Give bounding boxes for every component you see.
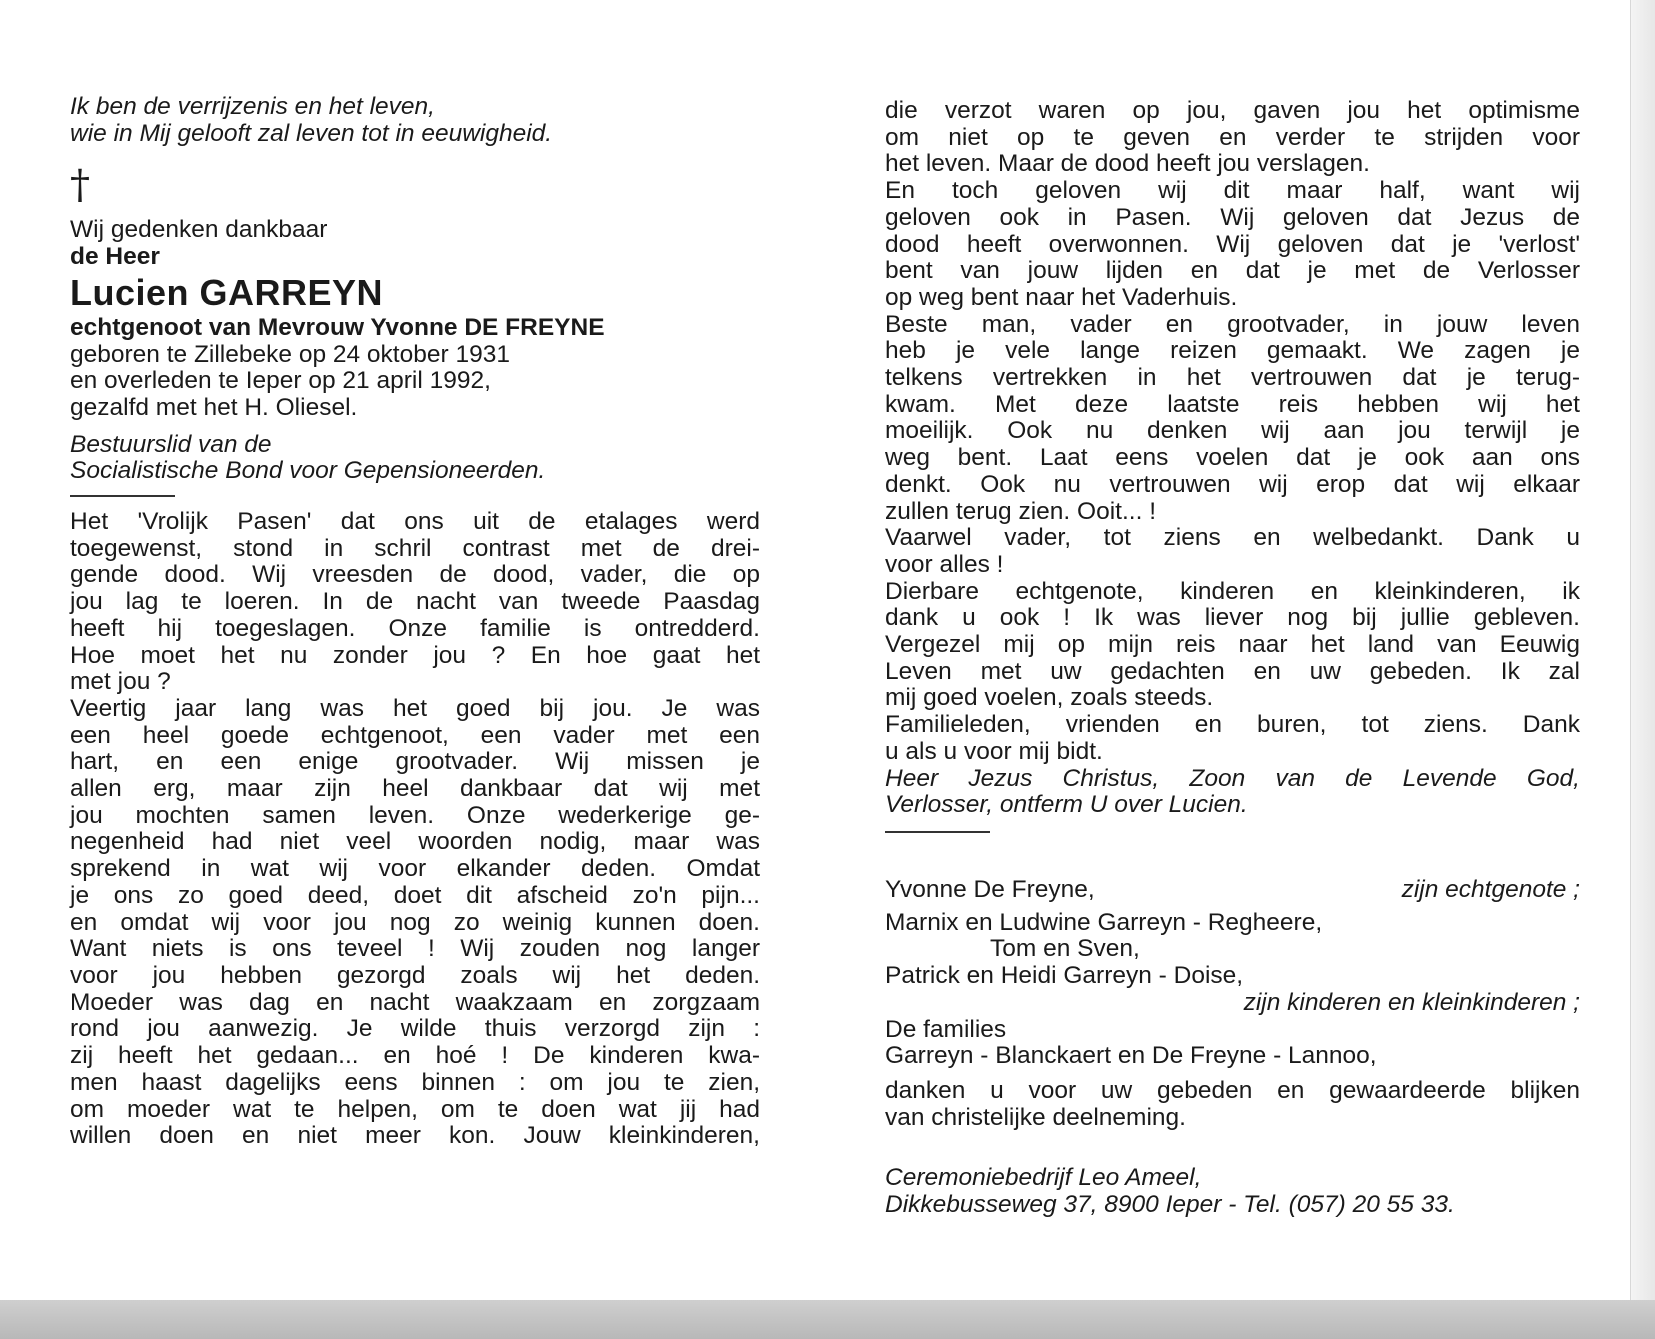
text-line: met jou ? (70, 668, 171, 696)
family-list (885, 877, 1580, 1131)
text-line: negenheid had niet veel woorden nodig, maar was (70, 828, 760, 856)
divider (885, 831, 990, 833)
undertaker (885, 1165, 1580, 1218)
text-line: bent van jouw lijden en dat je met de Verlosser (885, 257, 1580, 285)
verse-line: wie in Mij gelooft zal leven tot in eeuwigheid. (70, 119, 553, 147)
text-line: Veertig jaar lang was het goed bij jou. Je was (70, 694, 760, 722)
scan-right-edge (1630, 0, 1655, 1300)
text-line: Hoe moet het nu zonder jou ? En hoe gaat het (70, 641, 760, 669)
text-line: telkens vertrekken in het vertrouwen dat je terug- (885, 364, 1580, 392)
life-line: geboren te Zillebeke op 24 oktober 1931 (70, 340, 510, 368)
text-line: op weg bent naar het Vaderhuis. (885, 283, 1238, 311)
text-line: Het 'Vrolijk Pasen' dat ons uit de etalages werd (70, 508, 760, 536)
deceased-name: Lucien GARREYN (70, 271, 384, 313)
text-line: Beste man, vader en grootvader, in jouw leven (885, 310, 1580, 338)
text-line: weg bent. Laat eens voelen dat je ook aan ons (885, 444, 1580, 472)
left-column (70, 94, 760, 1150)
verse-line: Ik ben de verrijzenis en het leven, (70, 93, 435, 120)
text-line: jou lag te loeren. In de nacht van tweede Paasdag (70, 588, 760, 616)
text-line: hart, en een enige grootvader. Wij missen je (70, 748, 760, 776)
right-body-text (885, 98, 1580, 766)
prayer-line: Heer Jezus Christus, Zoon van de Levende God, (885, 764, 1580, 792)
divider (70, 495, 175, 497)
function-line: Socialistische Bond voor Gepensioneerden. (70, 457, 546, 485)
text-line: heb je vele lange reizen gemaakt. We zagen je (885, 337, 1580, 365)
title-prefix: de Heer (70, 243, 160, 271)
left-body-text (70, 509, 760, 1150)
cross-icon: † (70, 162, 90, 209)
text-line: gende dood. Wij vreesden de dood, vader, die op (70, 561, 760, 589)
text-line: mij goed voelen, zoals steeds. (885, 684, 1214, 712)
text-line: Moeder was dag en nacht waakzaam en zorgzaam (70, 988, 760, 1016)
children-role: zijn kinderen en kleinkinderen ; (1243, 988, 1580, 1016)
right-column (885, 98, 1580, 1219)
prayer-line: Verlosser, ontferm U over Lucien. (885, 791, 1248, 819)
text-line: En toch geloven wij dit maar half, want wij (885, 177, 1580, 205)
life-dates (70, 342, 760, 422)
text-line: het leven. Maar de dood heeft jou verslagen. (885, 150, 1370, 178)
text-line: om moeder wat te helpen, om te doen wat jij had (70, 1095, 760, 1123)
thanks-line: danken u voor uw gebeden en gewaardeerde blijken (885, 1076, 1580, 1104)
spouse-row (885, 877, 1580, 904)
text-line: zij heeft het gedaan... en hoé ! De kinderen kwa- (70, 1042, 760, 1070)
text-line: Vaarwel vader, tot ziens en welbedankt. Dank u (885, 524, 1580, 552)
text-line: moeilijk. Ook nu denken wij aan jou terwijl je (885, 417, 1580, 445)
families-label: De families (885, 1015, 1007, 1043)
text-line: en omdat wij voor jou nog zo weinig kunnen doen. (70, 908, 760, 936)
text-line: voor alles ! (885, 550, 1004, 578)
undertaker-line: Dikkebusseweg 37, 8900 Ieper - Tel. (057) 20 55 33. (885, 1191, 1455, 1219)
text-line: jou mochten samen leven. Onze wederkerige ge- (70, 801, 760, 829)
spouse-line: echtgenoot van Mevrouw Yvonne DE FREYNE (70, 313, 605, 341)
text-line: Vergezel mij op mijn reis naar het land van Eeuwig (885, 631, 1580, 659)
life-line: gezalfd met het H. Oliesel. (70, 393, 358, 421)
text-line: dood heeft overwonnen. Wij geloven dat je 'verlost' (885, 230, 1580, 258)
text-line: Dierbare echtgenote, kinderen en kleinkinderen, ik (885, 577, 1580, 605)
text-line: geloven ook in Pasen. Wij geloven dat Jezus de (885, 203, 1580, 231)
text-line: die verzot waren op jou, gaven jou het optimisme (885, 97, 1580, 124)
child-couple: Patrick en Heidi Garreyn - Doise, (885, 962, 1244, 990)
text-line: voor jou hebben gezorgd zoals wij het deden. (70, 961, 760, 989)
function-line: Bestuurslid van de (70, 430, 272, 458)
prayer (885, 766, 1580, 819)
text-line: men haast dagelijks eens binnen : om jou te zien, (70, 1068, 760, 1096)
undertaker-line: Ceremoniebedrijf Leo Ameel, (885, 1164, 1202, 1192)
intro-text: Wij gedenken dankbaar (70, 216, 328, 244)
text-line: Leven met uw gedachten en uw gebeden. Ik zal (885, 657, 1580, 685)
spouse-name: Yvonne De Freyne, (885, 875, 1095, 903)
grandchildren: Tom en Sven, (990, 935, 1140, 963)
text-line: een heel goede echtgenoot, een vader met een (70, 721, 760, 749)
text-line: kwam. Met deze laatste reis hebben wij het (885, 390, 1580, 418)
text-line: om niet op te geven en verder te strijden voor (885, 123, 1580, 151)
text-line: zullen terug zien. Ooit... ! (885, 497, 1156, 525)
text-line: Familieleden, vrienden en buren, tot ziens. Dank (885, 711, 1580, 739)
life-line: en overleden te Ieper op 21 april 1992, (70, 367, 491, 395)
text-line: allen erg, maar zijn heel dankbaar dat wij met (70, 775, 760, 803)
families-names: Garreyn - Blanckaert en De Freyne - Lannoo, (885, 1042, 1377, 1070)
scan-bottom-edge (0, 1300, 1655, 1339)
text-line: je ons zo goed deed, doet dit afscheid zo'n pijn... (70, 881, 760, 909)
function (70, 432, 760, 485)
text-line: rond jou aanwezig. Je wilde thuis verzorgd zijn : (70, 1015, 760, 1043)
text-line: u als u voor mij bidt. (885, 737, 1103, 765)
verse (70, 94, 760, 147)
text-line: heeft hij toegeslagen. Onze familie is ontredderd. (70, 614, 760, 642)
text-line: dank u ook ! Ik was liever nog bij jullie gebleven. (885, 604, 1580, 632)
text-line: Want niets is ons teveel ! Wij zouden nog langer (70, 935, 760, 963)
text-line: sprekend in wat wij voor elkander deden. Omdat (70, 855, 760, 883)
spouse-role: zijn echtgenote ; (1401, 875, 1580, 903)
text-line: toegewenst, stond in schril contrast met de drei- (70, 534, 760, 562)
thanks-line: van christelijke deelneming. (885, 1103, 1186, 1131)
text-line: willen doen en niet meer kon. Jouw kleinkinderen, (70, 1122, 760, 1150)
child-couple: Marnix en Ludwine Garreyn - Regheere, (885, 908, 1323, 936)
text-line: denkt. Ook nu vertrouwen wij erop dat wij elkaar (885, 470, 1580, 498)
